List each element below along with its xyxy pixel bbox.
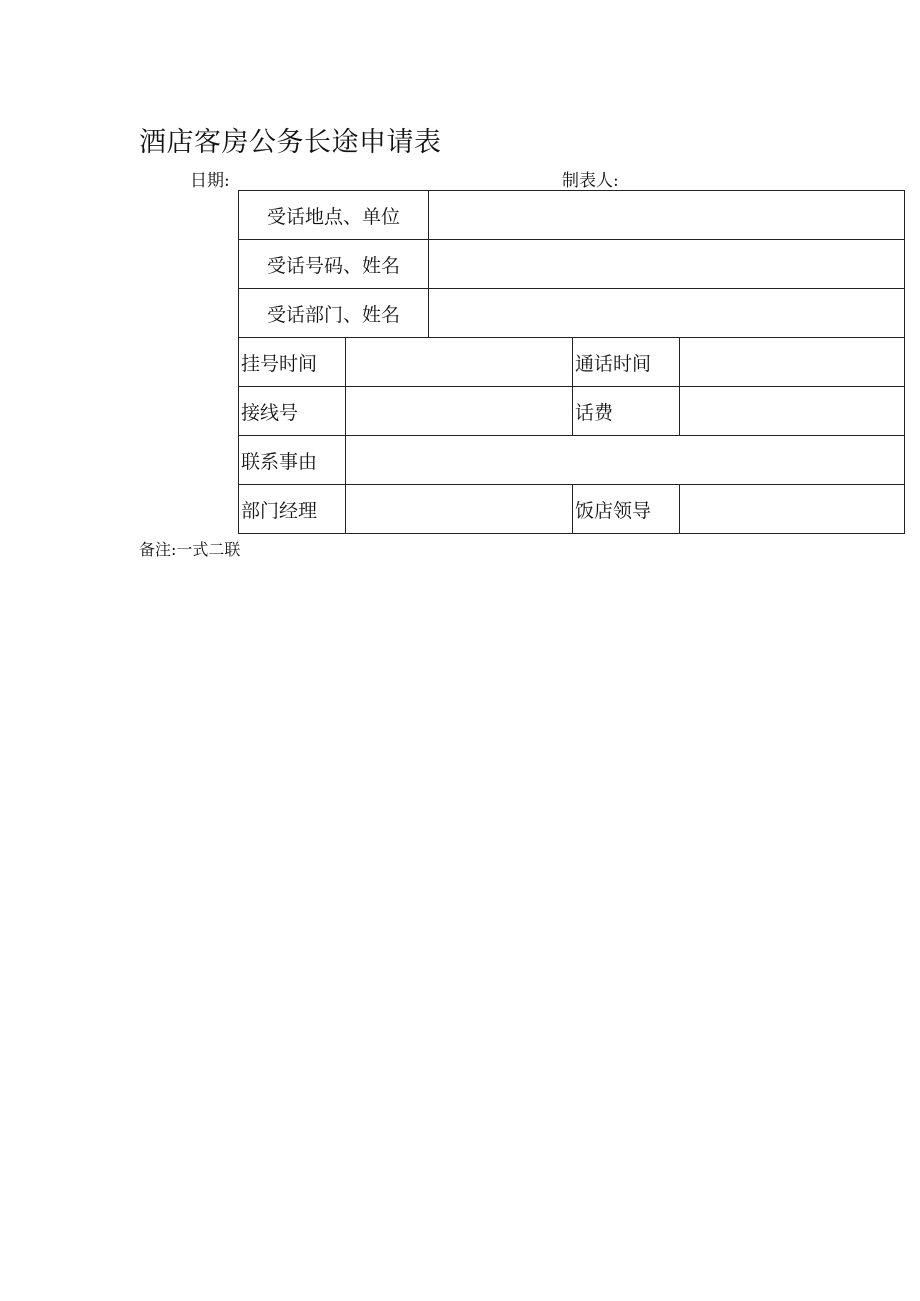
receiver-location-label: 受话地点、单位 xyxy=(238,190,428,239)
register-time-label: 挂号时间 xyxy=(238,337,345,386)
contact-reason-field[interactable] xyxy=(345,435,904,484)
department-manager-field[interactable] xyxy=(345,484,572,533)
call-fee-label: 话费 xyxy=(572,386,679,435)
hotel-leader-field[interactable] xyxy=(679,484,904,533)
department-manager-label: 部门经理 xyxy=(238,484,345,533)
register-time-field[interactable] xyxy=(345,337,572,386)
receiver-number-field[interactable] xyxy=(428,239,904,288)
operator-number-label: 接线号 xyxy=(238,386,345,435)
call-time-field[interactable] xyxy=(679,337,904,386)
receiver-department-label: 受话部门、姓名 xyxy=(238,288,428,337)
call-fee-field[interactable] xyxy=(679,386,904,435)
contact-reason-label: 联系事由 xyxy=(238,435,345,484)
hotel-leader-label: 饭店领导 xyxy=(572,484,679,533)
application-table xyxy=(238,190,905,534)
operator-number-field[interactable] xyxy=(345,386,572,435)
remark-note: 备注:一式二联 xyxy=(139,540,241,559)
receiver-department-field[interactable] xyxy=(428,288,904,337)
maker-label: 制表人: xyxy=(562,171,619,191)
date-label: 日期: xyxy=(190,171,230,191)
call-time-label: 通话时间 xyxy=(572,337,679,386)
form-title: 酒店客房公务长途申请表 xyxy=(139,127,442,158)
receiver-number-label: 受话号码、姓名 xyxy=(238,239,428,288)
receiver-location-field[interactable] xyxy=(428,190,904,239)
